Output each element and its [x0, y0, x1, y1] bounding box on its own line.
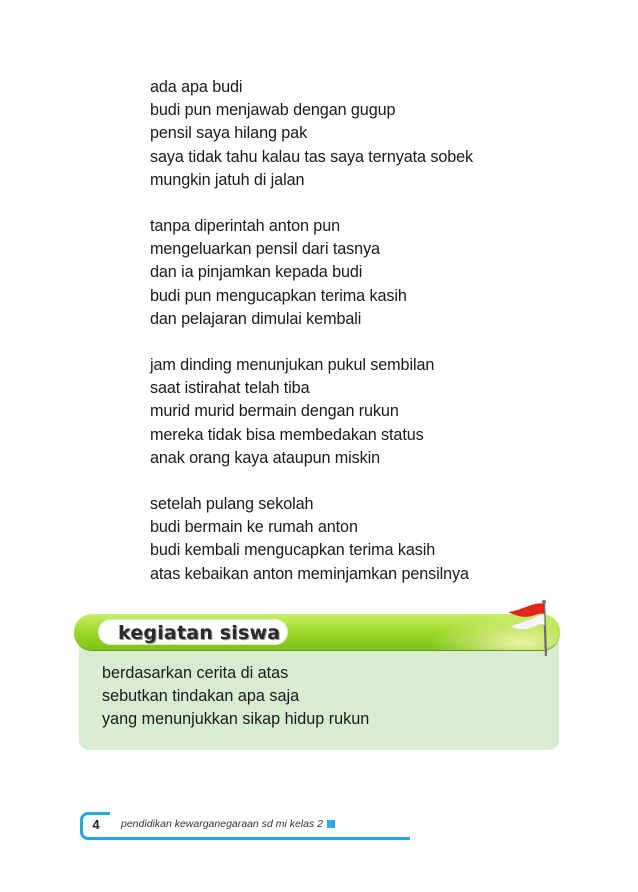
activity-instructions — [102, 662, 369, 732]
stanza-3 — [150, 354, 590, 470]
footer-square-icon — [327, 820, 335, 828]
page-number: 4 — [92, 817, 100, 832]
instruction-line: yang menunjukkan sikap hidup rukun — [102, 710, 370, 729]
poem-line: saya tidak tahu kalau tas saya ternyata sobek — [150, 147, 474, 166]
poem-line: mungkin jatuh di jalan — [150, 170, 305, 189]
poem-line: tanpa diperintah anton pun — [150, 217, 341, 236]
poem-line: budi pun mengucapkan terima kasih — [150, 286, 407, 305]
activity-box — [74, 614, 560, 750]
poem-line: mereka tidak bisa membedakan status — [150, 425, 424, 444]
poem — [150, 76, 590, 609]
poem-line: budi bermain ke rumah anton — [150, 518, 358, 537]
activity-title: kegiatan siswa — [118, 622, 281, 644]
poem-line: budi kembali mengucapkan terima kasih — [150, 541, 436, 560]
poem-line: saat istirahat telah tiba — [150, 379, 310, 398]
poem-line: murid murid bermain dengan rukun — [150, 402, 399, 421]
instruction-line: berdasarkan cerita di atas — [102, 664, 289, 682]
footer-rule — [110, 837, 410, 840]
stanza-2 — [150, 215, 590, 331]
poem-line: ada apa budi — [150, 78, 243, 96]
poem-line: dan ia pinjamkan kepada budi — [150, 263, 363, 282]
poem-line: anak orang kaya ataupun miskin — [150, 448, 381, 467]
page-footer — [80, 812, 340, 842]
stanza-1 — [150, 76, 590, 192]
poem-line: budi pun menjawab dengan gugup — [150, 101, 396, 120]
poem-line: dan pelajaran dimulai kembali — [150, 309, 362, 328]
poem-line: atas kebaikan anton meminjamkan pensilnya — [150, 564, 469, 583]
poem-line: setelah pulang sekolah — [150, 495, 314, 514]
poem-line: jam dinding menunjukan pukul sembilan — [150, 356, 435, 375]
poem-line: pensil saya hilang pak — [150, 124, 308, 143]
indonesian-flag-icon — [502, 598, 562, 658]
stanza-4 — [150, 493, 590, 586]
book-title: pendidikan kewarganegaraan sd mi kelas 2 — [121, 818, 323, 830]
poem-line: mengeluarkan pensil dari tasnya — [150, 240, 380, 259]
instruction-line: sebutkan tindakan apa saja — [102, 687, 300, 706]
